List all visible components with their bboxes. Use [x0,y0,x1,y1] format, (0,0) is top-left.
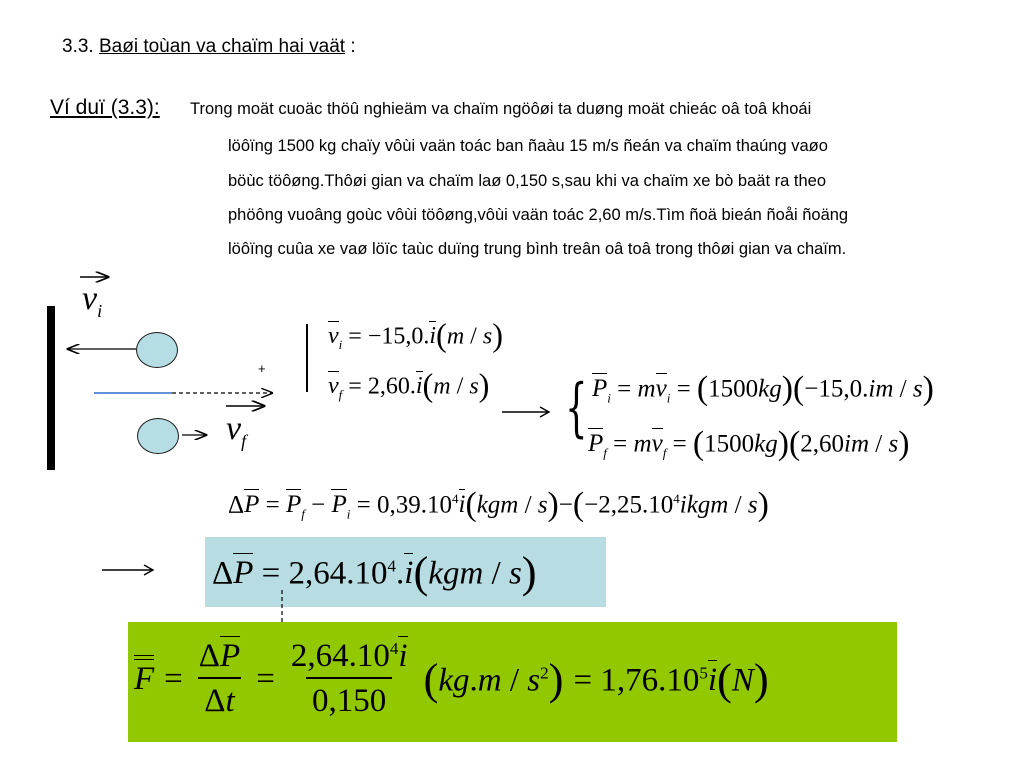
problem-line-5: löôïng cuûa xe vaø löïc taùc duïng trung bình treân oâ toâ trong thôøi gian va chaïm. [228,240,847,258]
problem-line-1: Trong moät cuoäc thöû nghieäm va chaïm ngöôøi ta duøng moät chieác oâ toâ khoái [190,100,812,118]
wall [47,306,55,470]
section-title: Baøi toùan va chaïm hai vaät [98,36,346,57]
positive-direction-sign: + [258,361,266,376]
car-before-collision [136,332,178,368]
equation-force: F = $\frac{\Delta P}{\Delta t}$ = $\frac{2,64.10^4i}{0,150}$ $(kg.m / s^2)$ = $1,76.10^5i$ (N) [134,638,769,719]
section-heading [62,36,356,58]
problem-line-3: böùc töôøng.Thôøi gian va chaïm laø 0,150 s,sau khi va chaïm xe bò baät ra theo [228,172,827,190]
section-colon: : [350,36,356,57]
vf-label: $v_f$ [226,410,247,451]
equation-delta-p-result: ΔP = $2,64.10^4.i$ (kgm / s) [212,547,537,597]
problem-line-4: phöông vuoâng goùc vôùi töôøng,vôùi vaän toác 2,60 m/s.Tìm ñoä bieán ñoåi ñoäng [228,206,849,224]
implies-arrow-1 [500,405,552,419]
equation-vf: v $_f$ = 2,60.i (m / s) [328,368,490,404]
momentum-brace: { [565,371,588,445]
car-after-collision [137,418,179,454]
velocity-bracket [306,324,308,392]
equation-delta-p-expansion: ΔP = P $_f$ − P $_i = 0,39.10^4i$ $(kgm / s)-(-2,25.10^4ikgm / s)$ [228,486,769,523]
equation-pf: P $_f$ = mv $_f$ = (1500kg)(2,60im / s) [588,425,910,462]
vi-label: $v_i$ [82,280,103,321]
equation-pi: P $_i$ = mv $_i$ = (1500kg)(−15,0.im / s) [592,370,934,407]
example-label: Ví duï (3.3): [50,96,160,119]
problem-line-2: löôïng 1500 kg chaïy vôùi vaän toác ban ñaàu 15 m/s ñeán va chaïm thaúng vaøo [228,137,828,155]
equation-vi: v $_i$ = −15,0.i (m / s) [328,318,503,354]
implies-arrow-2 [100,563,156,577]
section-number: 3.3. [62,36,94,57]
